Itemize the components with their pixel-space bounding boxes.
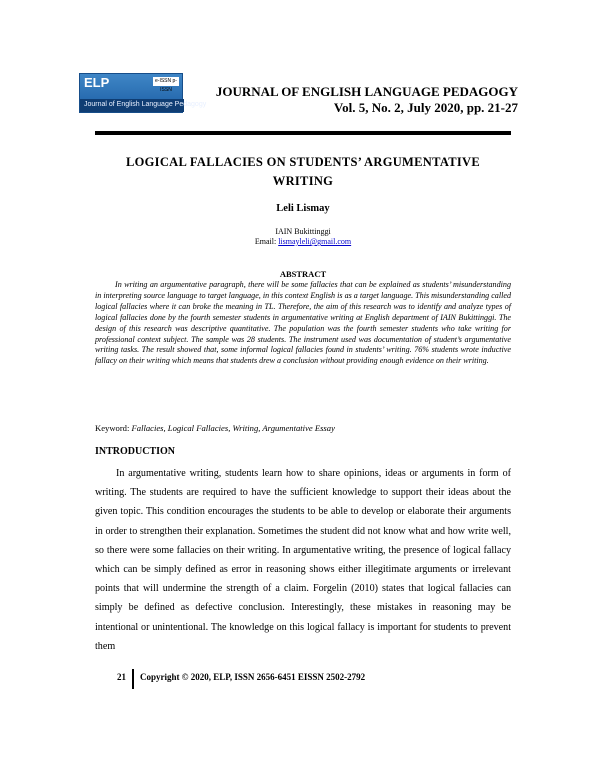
page-number: 21 (117, 672, 126, 682)
paper-title: LOGICAL FALLACIES ON STUDENTS’ ARGUMENTATIVE WRITING (125, 155, 480, 188)
author-affiliation: IAIN Bukittinggi (275, 227, 331, 236)
journal-logo (79, 73, 207, 113)
introduction-heading: INTRODUCTION (95, 446, 176, 457)
logo-issn-box: e-ISSN p-ISSN (153, 77, 179, 86)
keywords-line (95, 423, 511, 433)
page-footer (95, 669, 511, 689)
author-affiliation-block (95, 227, 511, 247)
keywords-label: Keyword: (95, 423, 130, 433)
logo-tagline: Journal of English Language Pedagogy (84, 101, 207, 108)
copyright-notice: Copyright © 2020, ELP, ISSN 2656-6451 EISSN 2502-2792 (140, 672, 366, 682)
abstract-heading: ABSTRACT (279, 269, 327, 279)
abstract-text: In writing an argumentative paragraph, there will be some fallacies that can be explained as students’ misunderstanding in interpreting source language to target language, in this context English is as a target language. This misunderstanding called logical fallacies where it can broke the meaning in TL. Therefore, the aim of this research was to identify and analyze types of logical fallacies done by the fourth semester students in argumentative writing at English department of IAIN Bukittinggi. The design of this research was descriptive quantitative. The population was the fourth semester students who take writing for professional context subject. The sample was 28 students. The instrument used was documentation of student’s argumentative writing tasks. The result showed that, some informal logical fallacies found in students’ writing. 76% students wrote inductive fallacy on their writing which means that students drew a conclusion without providing enough evidence on their writing. (95, 280, 511, 366)
logo-text: ELP (84, 75, 110, 90)
email-label: Email: (254, 237, 277, 246)
introduction-paragraph: In argumentative writing, students learn how to share opinions, ideas or arguments in form of writing. The students are required to have the sufficient knowledge to support their ideas about the given topic. This condition encourages the students to be able to develop or elaborate their arguments in order to strengthen their explanation. Sometimes the student did not know what and how write well, so there were some fallacies on their writing. In argumentative writing, the presence of logical fallacy which can be simply defined as error in reasoning shows either illegitimate arguments or irrelevant points that will undermine the strength of a claim. Forgelin (2010) states that logical fallacies can simply be defined as defective conclusion. Interestingly, these mistakes in reasoning may be intentional or unintentional. The knowledge on this logical fallacy is important for students to prevent them (95, 468, 511, 652)
footer-divider (132, 669, 134, 689)
header-rule (95, 131, 511, 135)
journal-name: JOURNAL OF ENGLISH LANGUAGE PEDAGOGY (215, 84, 518, 99)
author-email-line (95, 237, 511, 247)
author-email-link[interactable]: lismayleli@gmail.com (278, 237, 352, 246)
author-name: Leli Lismay (276, 203, 330, 214)
journal-issue: Vol. 5, No. 2, July 2020, pp. 21-27 (333, 100, 518, 115)
keywords-list: Fallacies, Logical Fallacies, Writing, Argumentative Essay (131, 423, 335, 433)
journal-header (198, 84, 518, 116)
